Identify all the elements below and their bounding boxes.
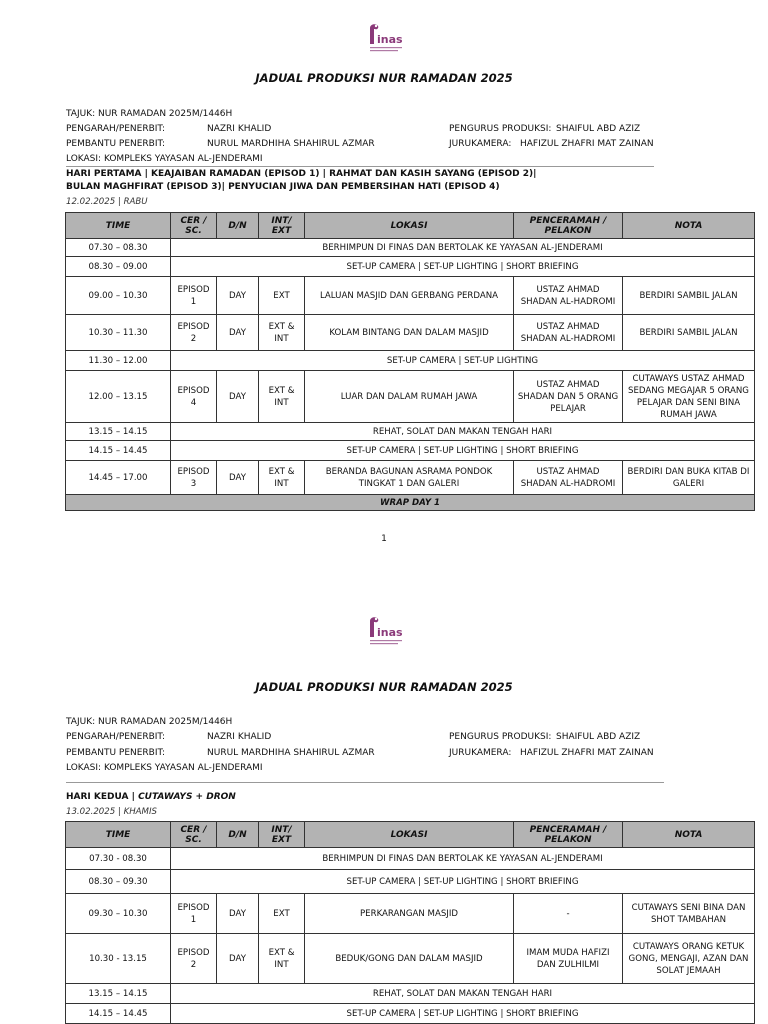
divider: [66, 782, 664, 783]
header-nota: NOTA: [623, 822, 755, 848]
row-time: 07.30 – 08.30: [66, 239, 171, 257]
row-int-ext: EXT & INT: [259, 461, 305, 495]
tajuk-line: TAJUK: NUR RAMADAN 2025M/1446H: [66, 109, 233, 119]
pembantu-label: PEMBANTU PENERBIT:: [66, 139, 166, 149]
jurukamera-value: HAFIZUL ZHAFRI MAT ZAINAN: [520, 139, 654, 149]
wrap-day-label: WRAP DAY 1: [66, 495, 755, 511]
schedule-date: 12.02.2025 | RABU: [66, 197, 148, 207]
svg-text:inas: inas: [377, 33, 403, 46]
row-time: 10.30 – 11.30: [66, 315, 171, 351]
table-row: [66, 441, 755, 461]
row-time: 12.00 – 13.15: [66, 371, 171, 423]
day-heading: [66, 791, 236, 804]
header-day-night: D/N: [217, 822, 259, 848]
header-int-ext: INT/ EXT: [259, 822, 305, 848]
row-time: 08.30 – 09.30: [66, 870, 171, 894]
row-lokasi: KOLAM BINTANG DAN DALAM MASJID: [305, 315, 514, 351]
row-penceramah: -: [514, 894, 623, 934]
table-row: [66, 257, 755, 277]
pengarah-label: PENGARAH/PENERBIT:: [66, 124, 165, 134]
row-time: 09.00 – 10.30: [66, 277, 171, 315]
row-activity: BERHIMPUN DI FINAS DAN BERTOLAK KE YAYASAN AL-JENDERAMI: [171, 239, 755, 257]
row-lokasi: PERKARANGAN MASJID: [305, 894, 514, 934]
pengarah-value: NAZRI KHALID: [207, 124, 272, 134]
row-day-night: DAY: [217, 371, 259, 423]
header-lokasi: LOKASI: [305, 213, 514, 239]
finas-logo: [362, 615, 406, 649]
pembantu-value: NURUL MARDHIHA SHAHIRUL AZMAR: [207, 139, 375, 149]
wrap-row: [66, 495, 755, 511]
page-number: 1: [381, 534, 387, 544]
table-row: [66, 461, 755, 495]
jurukamera-label: JURUKAMERA:: [449, 748, 512, 758]
table-row: [66, 315, 755, 351]
pengurus-value: SHAIFUL ABD AZIZ: [556, 124, 641, 134]
pengurus-label: PENGURUS PRODUKSI:: [449, 732, 552, 742]
row-nota: CUTAWAYS ORANG KETUK GONG, MENGAJI, AZAN DAN SOLAT JEMAAH: [623, 934, 755, 984]
row-nota: CUTAWAYS USTAZ AHMAD SEDANG MEGAJAR 5 ORANG PELAJAR DAN SENI BINA RUMAH JAWA: [623, 371, 755, 423]
row-activity: SET-UP CAMERA | SET-UP LIGHTING | SHORT BRIEFING: [171, 1004, 755, 1024]
row-time: 09.30 – 10.30: [66, 894, 171, 934]
row-lokasi: LUAR DAN DALAM RUMAH JAWA: [305, 371, 514, 423]
header-lokasi: LOKASI: [305, 822, 514, 848]
row-time: 13.15 – 14.15: [66, 423, 171, 441]
row-day-night: DAY: [217, 461, 259, 495]
row-nota: CUTAWAYS SENI BINA DAN SHOT TAMBAHAN: [623, 894, 755, 934]
header-scene: CER / SC.: [171, 822, 217, 848]
header-nota: NOTA: [623, 213, 755, 239]
table-row: [66, 1004, 755, 1024]
row-nota: BERDIRI SAMBIL JALAN: [623, 315, 755, 351]
jurukamera-value: HAFIZUL ZHAFRI MAT ZAINAN: [520, 748, 654, 758]
row-scene: EPISOD 1: [171, 894, 217, 934]
row-lokasi: BERANDA BAGUNAN ASRAMA PONDOK TINGKAT 1 DAN GALERI: [305, 461, 514, 495]
row-penceramah: USTAZ AHMAD SHADAN DAN 5 ORANG PELAJAR: [514, 371, 623, 423]
header-penceramah: PENCERAMAH / PELAKON: [514, 213, 623, 239]
row-day-night: DAY: [217, 894, 259, 934]
row-penceramah: IMAM MUDA HAFIZI DAN ZULHILMI: [514, 934, 623, 984]
header-scene: CER / SC.: [171, 213, 217, 239]
row-activity: REHAT, SOLAT DAN MAKAN TENGAH HARI: [171, 423, 755, 441]
row-int-ext: EXT: [259, 277, 305, 315]
document-title: JADUAL PRODUKSI NUR RAMADAN 2025: [255, 71, 513, 85]
pengarah-label: PENGARAH/PENERBIT:: [66, 732, 165, 742]
pembantu-label: PEMBANTU PENERBIT:: [66, 748, 166, 758]
row-activity: BERHIMPUN DI FINAS DAN BERTOLAK KE YAYASAN AL-JENDERAMI: [171, 848, 755, 870]
row-time: 11.30 – 12.00: [66, 351, 171, 371]
header-time: TIME: [66, 213, 171, 239]
schedule-table-day-1: [65, 212, 755, 511]
document-title: JADUAL PRODUKSI NUR RAMADAN 2025: [255, 680, 513, 694]
table-row: [66, 277, 755, 315]
table-row: [66, 371, 755, 423]
pembantu-value: NURUL MARDHIHA SHAHIRUL AZMAR: [207, 748, 375, 758]
row-int-ext: EXT & INT: [259, 934, 305, 984]
table-row: [66, 984, 755, 1004]
row-activity: SET-UP CAMERA | SET-UP LIGHTING | SHORT BRIEFING: [171, 257, 755, 277]
row-day-night: DAY: [217, 315, 259, 351]
row-time: 14.45 – 17.00: [66, 461, 171, 495]
pengurus-label: PENGURUS PRODUKSI:: [449, 124, 552, 134]
table-row: [66, 239, 755, 257]
row-activity: SET-UP CAMERA | SET-UP LIGHTING | SHORT BRIEFING: [171, 441, 755, 461]
row-penceramah: USTAZ AHMAD SHADAN AL-HADROMI: [514, 461, 623, 495]
row-int-ext: EXT: [259, 894, 305, 934]
page-2: [0, 565, 768, 1024]
row-penceramah: USTAZ AHMAD SHADAN AL-HADROMI: [514, 315, 623, 351]
day-heading-line-1: HARI PERTAMA | KEAJAIBAN RAMADAN (EPISOD 1) | RAHMAT DAN KASIH SAYANG (EPISOD 2)|: [66, 169, 537, 179]
jurukamera-label: JURUKAMERA:: [449, 139, 512, 149]
table-row: [66, 351, 755, 371]
row-lokasi: BEDUK/GONG DAN DALAM MASJID: [305, 934, 514, 984]
header-int-ext: INT/ EXT: [259, 213, 305, 239]
row-time: 08.30 – 09.00: [66, 257, 171, 277]
header-day-night: D/N: [217, 213, 259, 239]
table-row: [66, 934, 755, 984]
svg-text:inas: inas: [377, 626, 403, 639]
tajuk-line: TAJUK: NUR RAMADAN 2025M/1446H: [66, 717, 233, 727]
schedule-date: 13.02.2025 | KHAMIS: [66, 807, 157, 817]
table-row: [66, 423, 755, 441]
header-penceramah: PENCERAMAH / PELAKON: [514, 822, 623, 848]
divider: [66, 166, 654, 167]
table-row: [66, 894, 755, 934]
row-time: 10.30 - 13.15: [66, 934, 171, 984]
row-nota: BERDIRI SAMBIL JALAN: [623, 277, 755, 315]
row-time: 14.15 – 14.45: [66, 1004, 171, 1024]
row-scene: EPISOD 2: [171, 315, 217, 351]
row-int-ext: EXT & INT: [259, 315, 305, 351]
row-lokasi: LALUAN MASJID DAN GERBANG PERDANA: [305, 277, 514, 315]
row-time: 14.15 – 14.45: [66, 441, 171, 461]
row-day-night: DAY: [217, 277, 259, 315]
day-heading-prefix: HARI KEDUA |: [66, 792, 139, 802]
row-scene: EPISOD 1: [171, 277, 217, 315]
row-time: 07.30 - 08.30: [66, 848, 171, 870]
schedule-table-day-2: [65, 821, 755, 1024]
row-scene: EPISOD 4: [171, 371, 217, 423]
day-heading-theme: CUTAWAYS + DRON: [138, 792, 236, 802]
row-activity: SET-UP CAMERA | SET-UP LIGHTING | SHORT BRIEFING: [171, 870, 755, 894]
row-scene: EPISOD 3: [171, 461, 217, 495]
row-day-night: DAY: [217, 934, 259, 984]
row-scene: EPISOD 2: [171, 934, 217, 984]
day-heading-line-2: BULAN MAGHFIRAT (EPISOD 3)| PENYUCIAN JIWA DAN PEMBERSIHAN HATI (EPISOD 4): [66, 182, 500, 192]
row-nota: BERDIRI DAN BUKA KITAB DI GALERI: [623, 461, 755, 495]
row-int-ext: EXT & INT: [259, 371, 305, 423]
lokasi-line: LOKASI: KOMPLEKS YAYASAN AL-JENDERAMI: [66, 154, 263, 164]
row-activity: SET-UP CAMERA | SET-UP LIGHTING: [171, 351, 755, 371]
pengurus-value: SHAIFUL ABD AZIZ: [556, 732, 641, 742]
row-activity: REHAT, SOLAT DAN MAKAN TENGAH HARI: [171, 984, 755, 1004]
table-row: [66, 870, 755, 894]
lokasi-line: LOKASI: KOMPLEKS YAYASAN AL-JENDERAMI: [66, 763, 263, 773]
row-penceramah: USTAZ AHMAD SHADAN AL-HADROMI: [514, 277, 623, 315]
pengarah-value: NAZRI KHALID: [207, 732, 272, 742]
row-time: 13.15 – 14.15: [66, 984, 171, 1004]
header-time: TIME: [66, 822, 171, 848]
finas-logo: [362, 22, 406, 56]
table-row: [66, 848, 755, 870]
